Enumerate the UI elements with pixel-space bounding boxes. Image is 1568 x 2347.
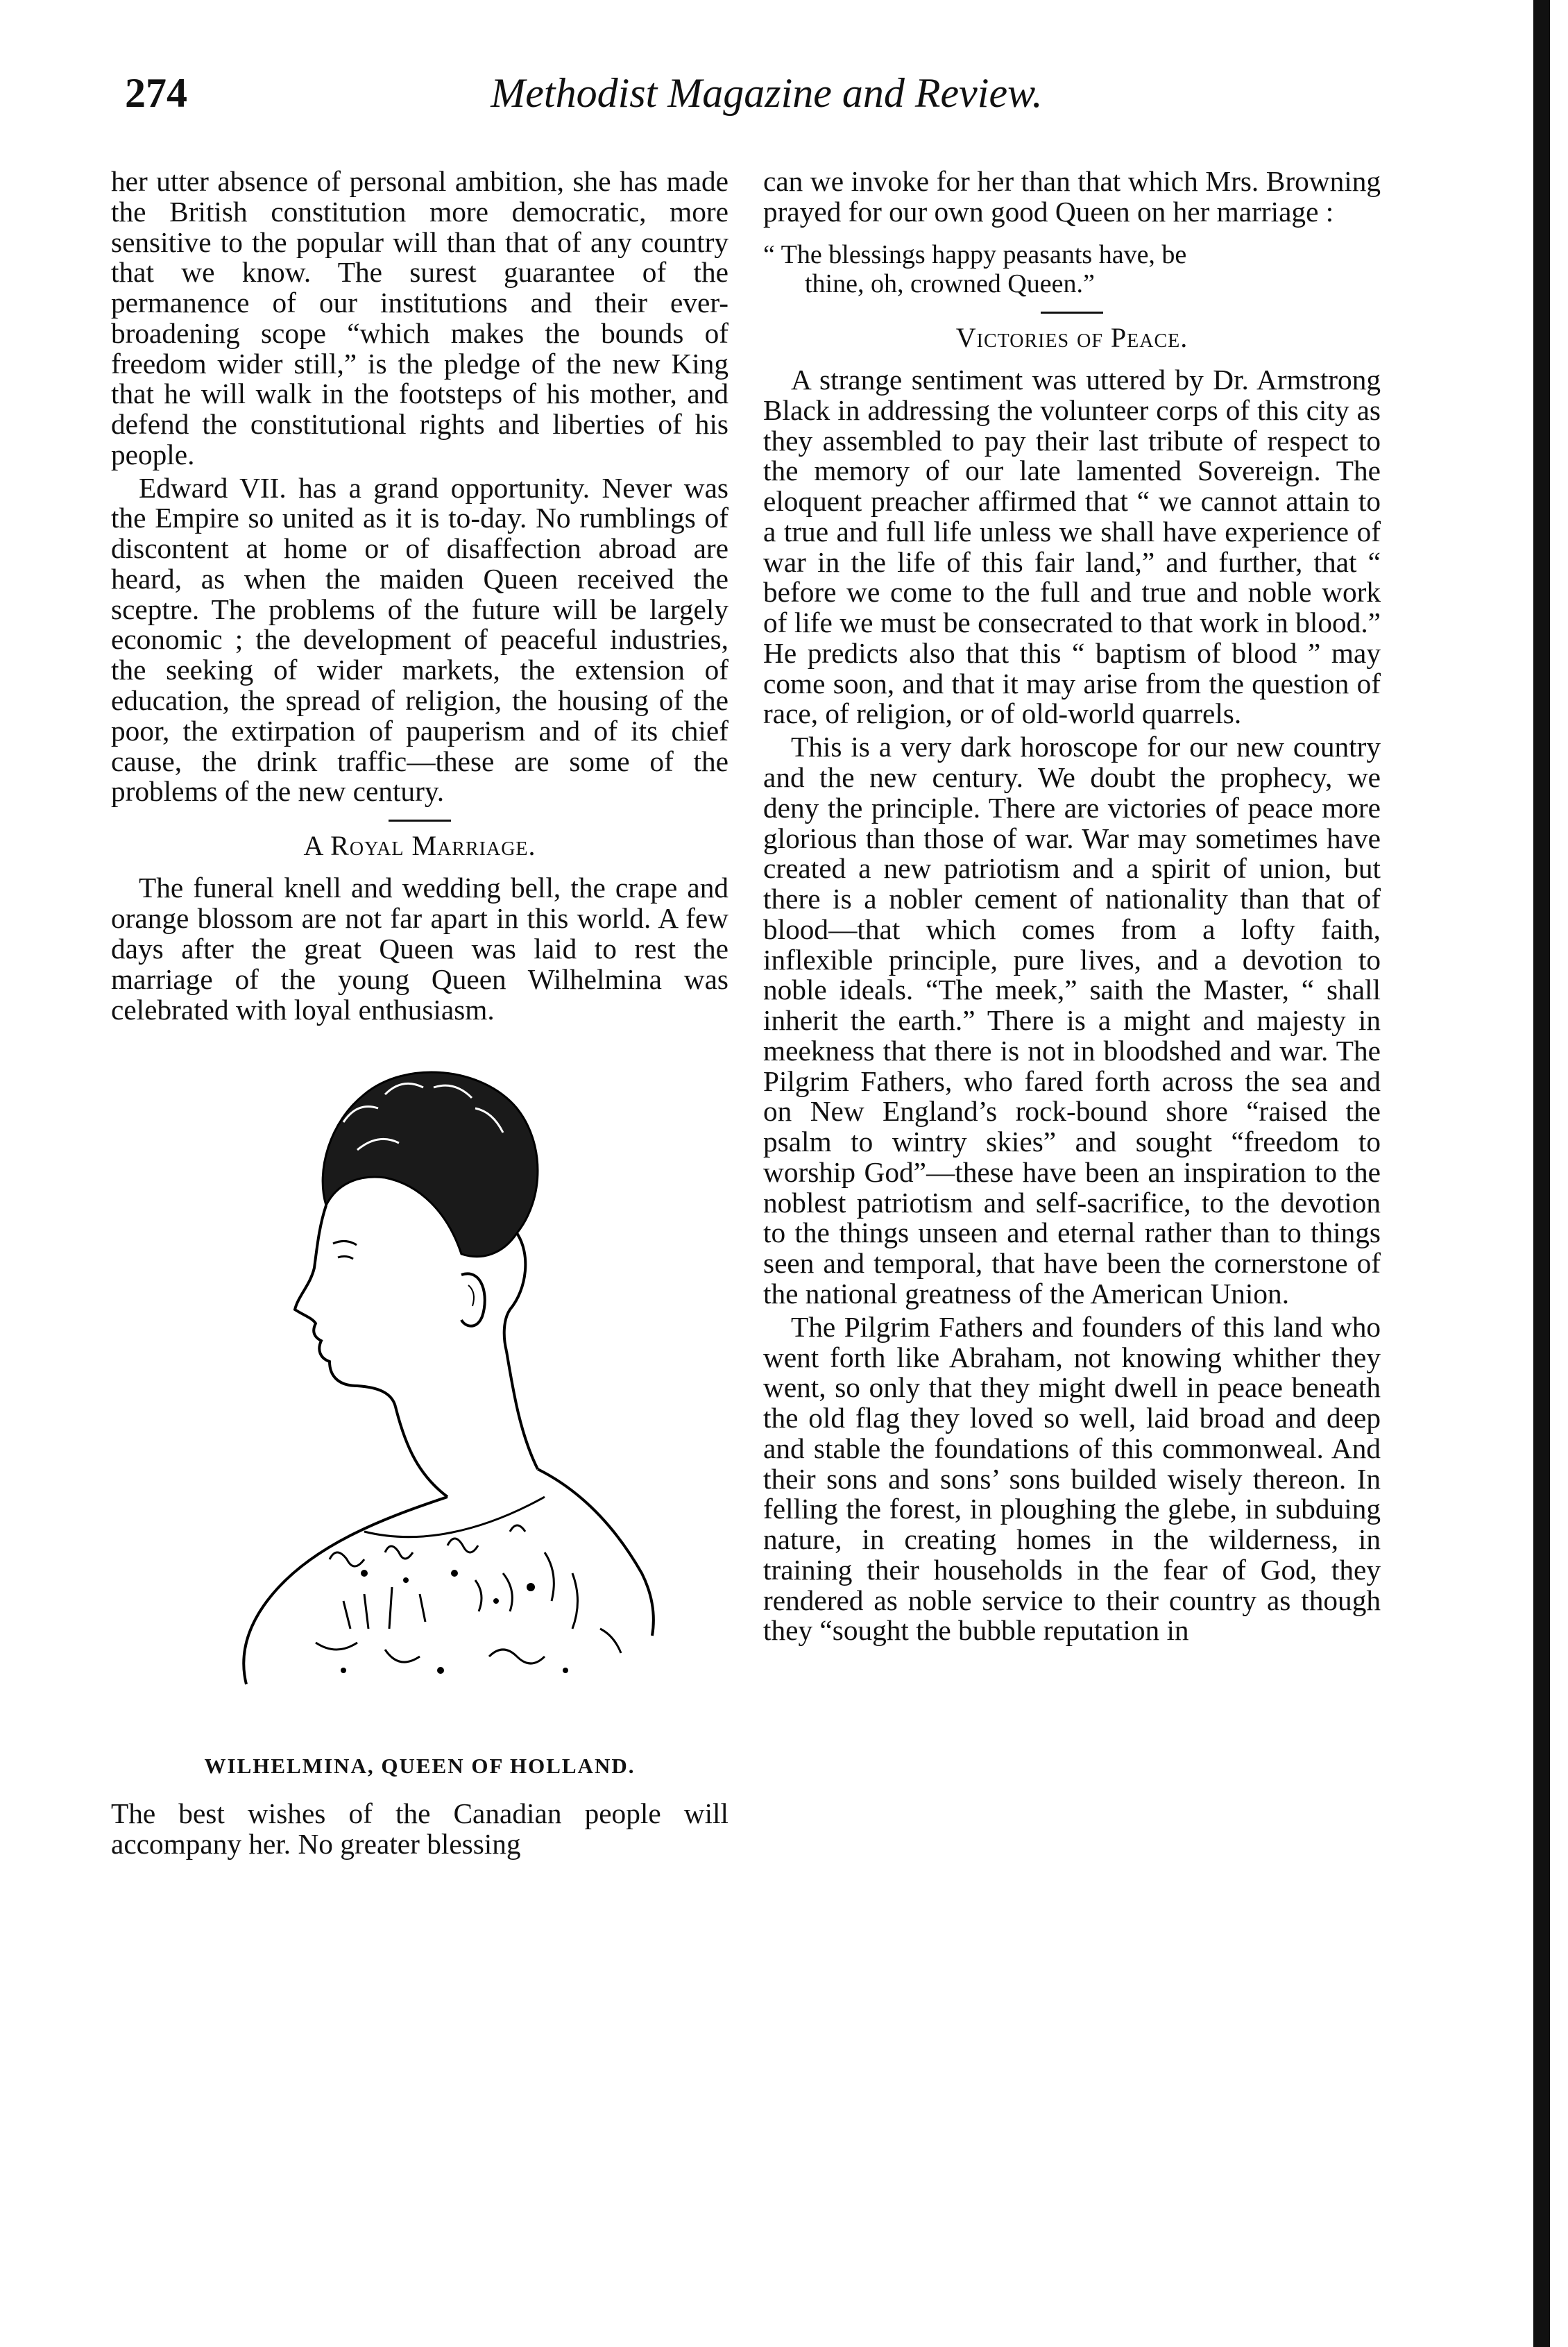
section-heading: A Royal Marriage.: [303, 830, 536, 862]
running-title: Methodist Magazine and Review.: [491, 70, 1043, 116]
right-column: [763, 167, 1381, 1646]
left-column: [111, 167, 728, 1860]
quote-line: thine, oh, crowned Queen.”: [805, 269, 1095, 299]
paragraph: her utter absence of personal ambition, she has made the British constitution more democratic, more sensitive to the popular will than that of any country that we know. The surest guarantee of the permanence of our institutions and their ever-broadening scope “which makes the bounds of freedom wider still,” is the pledge of the new King that he will walk in the footsteps of his mother, and defend the constitutional rights and liberties of his people.: [111, 165, 728, 471]
page-header: [111, 69, 1422, 132]
paragraph: The Pilgrim Fathers and founders of this land who went forth like Abraham, not knowing whither they went, so only that they might dwell in peace beneath the old flag they loved so well, laid broad and deep and stable the foundations of this commonweal. And their sons and sons’ sons builded wisely thereon. In felling the forest, in ploughing the glebe, in subduing nature, in creating homes in the wilderness, in training their households in the fear of God, they rendered as noble service to their country as though they “sought the bubble reputation in: [763, 1310, 1381, 1647]
section-divider: [389, 820, 451, 822]
portrait-caption: WILHELMINA, QUEEN OF HOLLAND.: [204, 1754, 636, 1779]
paragraph: The funeral knell and wedding bell, the crape and orange blossom are not far apart in this world. A few days after the great Queen was laid to rest the marriage of the young Queen Wilhelmina was celebrated with loyal enthusiasm.: [111, 872, 728, 1026]
quote-line: “ The blessings happy peasants have, be: [763, 239, 1187, 269]
section-heading: Victories of Peace.: [955, 321, 1188, 353]
scan-edge-shadow: [1533, 0, 1550, 2347]
paragraph: can we invoke for her than that which Mrs. Browning prayed for our own good Queen on her marriage :: [763, 165, 1381, 228]
queen-profile-illustration: [156, 1046, 683, 1740]
section-divider: [1041, 312, 1103, 314]
portrait-engraving: [156, 1046, 683, 1740]
paragraph: Edward VII. has a grand opportunity. Never was the Empire so united as it is to-day. No rumblings of discontent at home or of disaffection abroad are heard, as when the maiden Queen received the sceptre. The problems of the future will be largely economic ; the development of peaceful industries, the seeking of wider markets, the extension of education, the spread of religion, the housing of the poor, the extirpation of pauperism and of its chief cause, the drink traffic—these are some of the problems of the new century.: [111, 471, 728, 808]
poem-quote: [763, 240, 1381, 299]
paragraph: A strange sentiment was uttered by Dr. Armstrong Black in addressing the volunteer corps of this city as they assembled to pay their last tribute of respect to the memory of our late lamented Sovereign. The eloquent preacher affirmed that “ we cannot attain to a true and full life unless we shall have experience of war in the life of this fair land,” and further, that “ before we come to the full and true and noble work of life we must be consecrated to that work in blood.” He predicts also that this “ baptism of blood ” may come soon, and that it may arise from the question of race, of religion, or of old-world quarrels.: [763, 364, 1381, 730]
paragraph: The best wishes of the Canadian people will accompany her. No greater blessing: [111, 1797, 728, 1860]
paragraph: This is a very dark horoscope for our new country and the new century. We doubt the prophecy, we deny the principle. There are victories of peace more glorious than those of war. War may sometimes have created a new patriotism and a spirit of union, but there is a nobler cement of nationality than that of blood—that which comes from a lofty faith, inflexible principle, pure lives, and a devotion to noble ideals. “The meek,” saith the Master, “ shall inherit the earth.” There is a might and majesty in meekness that there is not in bloodshed and war. The Pilgrim Fathers, who fared forth across the sea and on New England’s rock-bound shore “raised the psalm to wintry skies” and sought “freedom to worship God”—these have been an inspiration to the noblest patriotism and self-sacrifice, to the devotion to the things unseen and eternal rather than to things seen and temporal, that have been the cornerstone of the national greatness of the American Union.: [763, 731, 1381, 1310]
page-number: 274: [125, 70, 187, 116]
